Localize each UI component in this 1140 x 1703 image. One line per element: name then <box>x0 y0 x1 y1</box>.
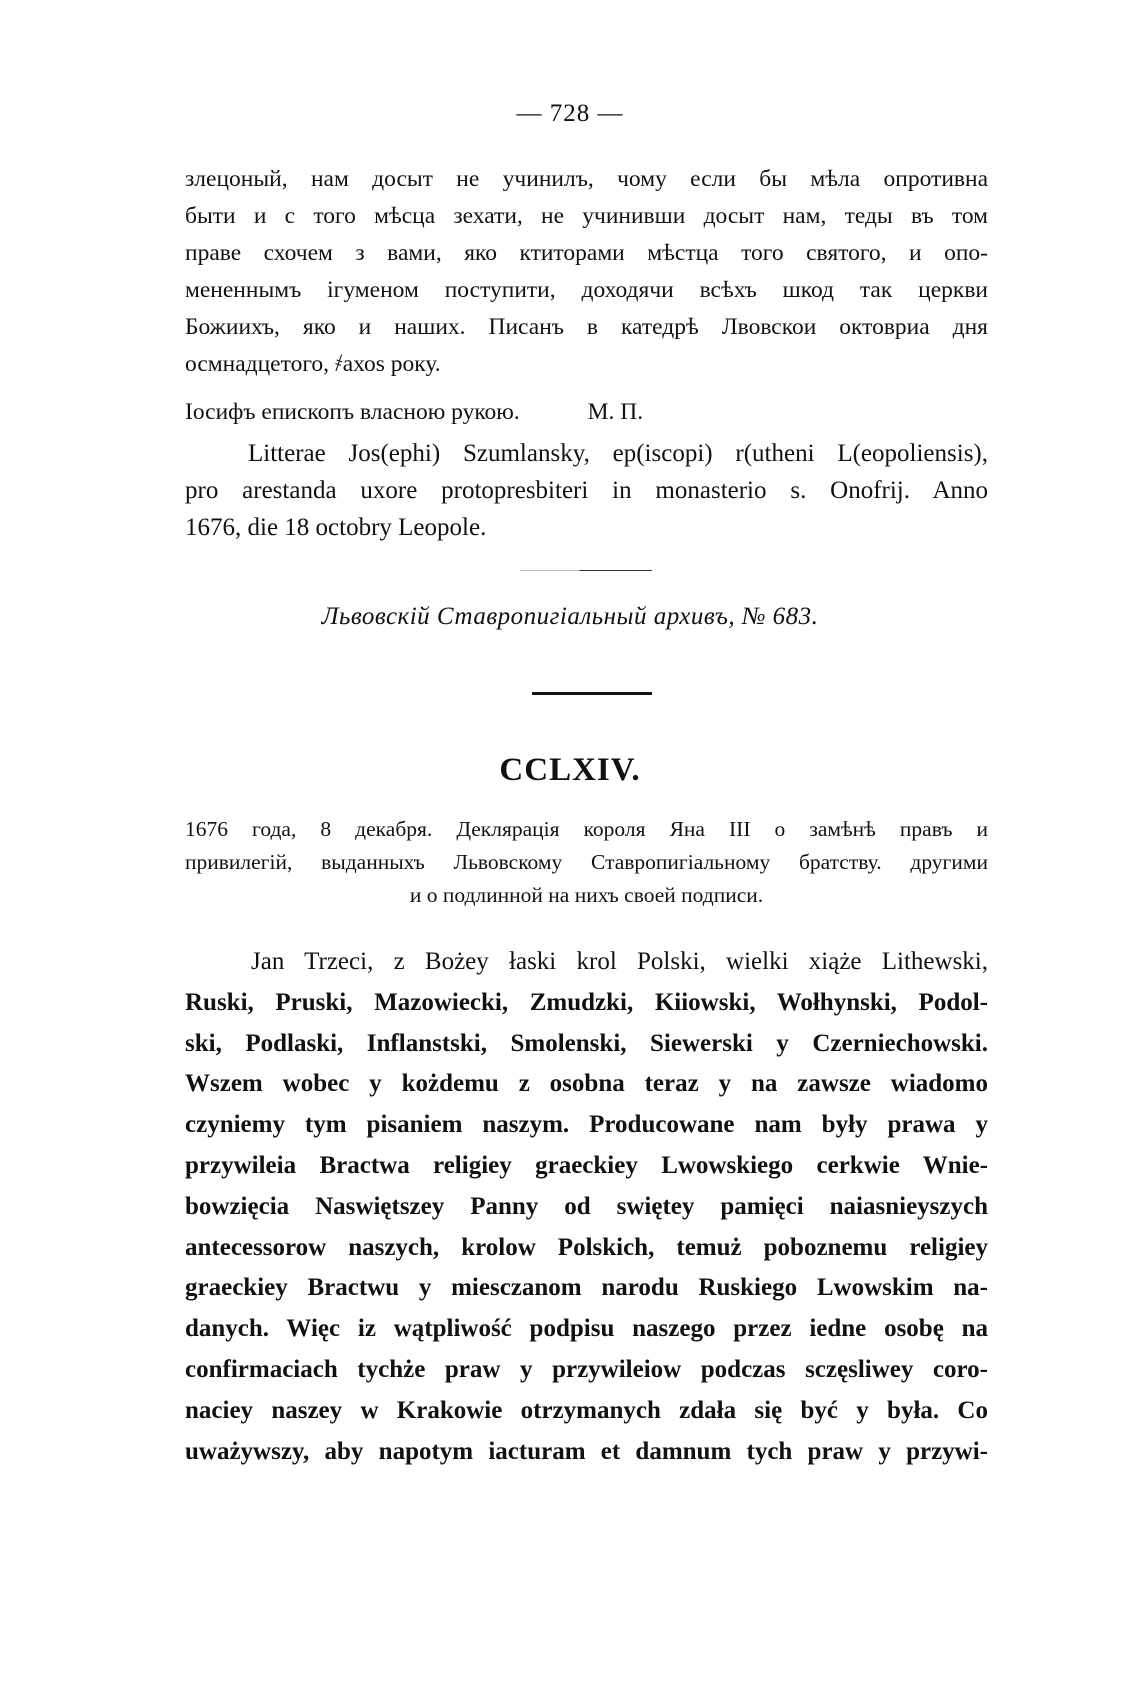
text-line: pro arestanda uxore protopresbiteri in monasterio s. Onofrij. Anno <box>185 477 988 504</box>
heading-line: и о подлинной на нихъ своей подписи. <box>409 883 764 907</box>
text-line: осмнадцетого, ҂ахоѕ року. <box>185 351 441 377</box>
heading-line: привилегій, выданныхъ Львовскому Ставропигіальному братству. другими <box>185 850 988 874</box>
document-heading <box>185 813 988 912</box>
body-line: przywileia Bractwa religiey graeckiey Lwowskiego cerkwie Wnie- <box>185 1151 988 1179</box>
ruthenian-letter-text <box>185 161 988 383</box>
archive-source: Львовскій Ставропигіальный архивъ, № 683. <box>321 603 819 630</box>
text-line: мененнымъ ігуменом поступити, доходячи всѣхъ шкод так церкви <box>185 277 988 303</box>
body-line: Jan Trzeci, z Bożey łaski krol Polski, wielki xiąże Lithewski, <box>251 948 988 975</box>
seal-initials: М. П. <box>587 399 644 425</box>
body-line: naciey naszey w Krakowie otrzymanych zdała się być y była. Co <box>185 1396 988 1424</box>
document-number: CCLXIV. <box>499 752 641 788</box>
page-number: — 728 — <box>516 100 624 127</box>
polish-declaration-text <box>185 942 988 1472</box>
text-line: злецоный, нам досыт не учинилъ, чому если бы мѣла опротивна <box>185 166 988 192</box>
document-separator <box>532 692 652 695</box>
body-line: graeckiey Bractwu y miesczanom narodu Ruskiego Lwowskim na- <box>185 1274 988 1302</box>
body-line: bowzięcia Naswiętszey Panny od swiętey pamięci naiasnieyszych <box>185 1192 988 1220</box>
body-line: czyniemy tym pisaniem naszym. Producowane nam były prawa y <box>185 1111 988 1139</box>
body-line: antecessorow naszych, krolow Polskich, temuż poboznemu religiey <box>185 1233 988 1261</box>
text-line: праве схочем з вами, яко ктиторами мѣстца того святого, и опо- <box>185 240 988 266</box>
body-line: danych. Więc iz wątpliwość podpisu naszego przez iedne osobę na <box>185 1315 988 1343</box>
latin-endorsement <box>185 435 988 546</box>
text-line: Litterae Jos(ephi) Szumlansky, ep(iscopi) r(utheni L(eopoliensis), <box>248 440 988 467</box>
signature-text: Іосифъ епископъ власною рукою. <box>185 399 520 425</box>
body-line: Wszem wobec y kożdemu z osobna teraz y na zawsze wiadomo <box>185 1070 988 1098</box>
body-line: Ruski, Pruski, Mazowiecki, Zmudzki, Kiiowski, Wołhynski, Podol- <box>185 988 988 1016</box>
body-line: ski, Podlaski, Inflanstski, Smolenski, Siewerski y Czerniechowski. <box>185 1029 988 1057</box>
text-line: 1676, die 18 octobry Leopole. <box>185 514 487 541</box>
body-line: uważywszy, aby napotym iacturam et damnum tych praw y przywi- <box>185 1437 988 1465</box>
text-line: быти и с того мѣсца зехати, не учинивши досыт нам, теды въ том <box>185 203 988 229</box>
heading-line: 1676 года, 8 декабря. Деклярація короля Яна III о замѣнѣ правъ и <box>185 817 988 841</box>
body-line: confirmaciach tychże praw y przywileiow podczas sczęsliwey coro- <box>185 1355 988 1383</box>
bishop-signature <box>185 399 643 426</box>
text-line: Божиихъ, яко и наших. Писанъ в катедрѣ Лвовскои октовриа дня <box>185 314 988 340</box>
section-divider <box>520 570 652 571</box>
